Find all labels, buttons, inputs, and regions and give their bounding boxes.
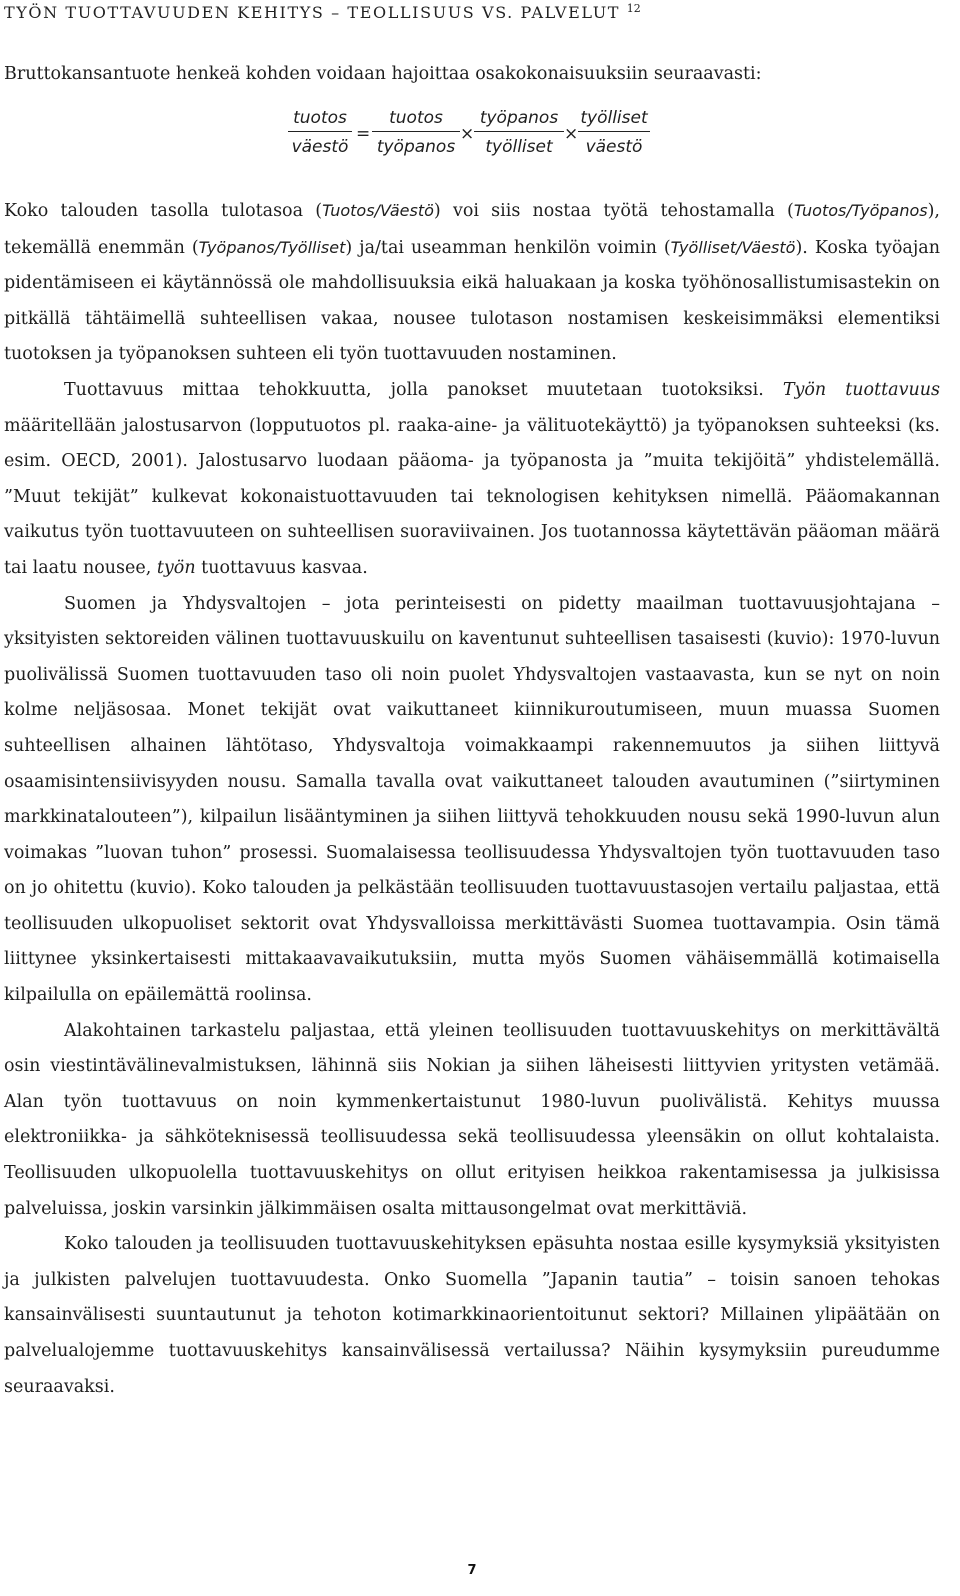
emphasis: Työn tuottavuus (782, 379, 940, 400)
paragraph-2 (4, 373, 940, 587)
footnote-ref: 12 (626, 2, 641, 15)
paragraph-1 (4, 193, 940, 373)
text-run: Koko talouden tasolla tulotasoa ( (4, 201, 323, 221)
times-sign: × (564, 124, 579, 144)
fraction-numerator: työlliset (580, 108, 648, 128)
fraction-term-2 (474, 108, 564, 157)
page-number: 7 (467, 1563, 477, 1578)
text-run: tuottavuus kasvaa. (195, 557, 368, 578)
ratio-term: Työlliset/Väestö (670, 237, 796, 257)
running-header (4, 2, 641, 22)
intro-sentence: Bruttokansantuote henkeä kohden voidaan hajoittaa osakokonaisuuksiin seuraavasti: (4, 64, 762, 84)
running-header-title: TYÖN TUOTTAVUUDEN KEHITYS – TEOLLISUUS VS. PALVELUT (4, 3, 621, 22)
text-run: ). Koska työajan pidentämiseen ei käytännössä ole mahdollisuuksia eikä haluakaan ja koska työhönosallistumisastekin on pitkällä tähtäimellä suhteellisen vakaa, nousee tulotason nostamisen keskeisimmäksi elementiksi tuotoksen ja työpanoksen suhteen eli työn tuottavuuden nostaminen. (4, 237, 940, 365)
text-run: ) ja/tai useamman henkilön voimin ( (345, 237, 671, 258)
fraction-numerator: tuotos (293, 108, 347, 128)
fraction-denominator: työlliset (485, 137, 553, 157)
paragraph-4: Alakohtainen tarkastelu paljastaa, että yleinen teollisuuden tuottavuuskehitys on merkittävältä osin viestintävälinevalmistuksen, lähinnä siis Nokian ja siihen läheisesti liittyvien yritysten vetämää. Alan työn tuottavuus on noin kymmenkertaistunut 1980-luvun puolivälistä. Kehitys muussa elektroniikka- ja sähköteknisessä teollisuudessa sekä teollisuudessa yleensäkin on ollut kohtalaista. Teollisuuden ulkopuolella tuottavuuskehitys on ollut erityisen heikkoa rakentamisessa ja julkisissa palveluissa, joskin varsinkin jälkimmäisen osalta mittausongelmat ovat merkittäviä. (4, 1020, 940, 1219)
ratio-term: Tuotos/Väestö (322, 201, 434, 220)
fraction-denominator: väestö (291, 137, 349, 157)
fraction-term-3 (578, 108, 650, 157)
paragraph-3: Suomen ja Yhdysvaltojen – jota perinteisesti on pidetty maailman tuottavuusjohtajana – yksityisten sektoreiden välinen tuottavuuskuilu on kaventunut suhteellisen tasaisesti (kuvio): 1970-luvun puolivälissä Suomen tuottavuuden taso oli noin puolet Yhdysvaltojen vastaavasta, kun se nyt on noin kolme neljäsosaa. Monet tekijät ovat vaikuttaneet kiinnikuroutumiseen, muun muassa Suomen suhteellisen alhainen lähtötaso, Yhdysvaltoja voimakkaampi rakennemuutos ja siihen liittyvä osaamisintensiivisyyden nousu. Samalla tavalla ovat vaikuttaneet talouden avautuminen (”siirtyminen markkinatalouteen”), kilpailun lisääntyminen ja siihen liittyvä tehokkuuden nousu sekä 1990-luvun alun voimakas ”luovan tuhon” prosessi. Suomalaisessa teollisuudessa Yhdysvaltojen työn tuottavuuden taso on jo ohitettu (kuvio). Koko talouden ja pelkästään teollisuuden tuottavuustasojen vertailu paljastaa, että teollisuuden ulkopuoliset sektorit ovat Yhdysvalloissa merkittävästi Suomea tuottavampia. Osin tämä liittynee yksinkertaisesti mittakaavavaikutuksiin, mutta myös Suomen vähäisemmällä kotimaisella kilpailulla on epäilemättä roolinsa. (4, 593, 940, 1006)
text-run: Tuottavuus mittaa tehokkuutta, jolla panokset muutetaan tuotoksiksi. (64, 379, 783, 400)
ratio-term: Tuotos/Työpanos (793, 201, 928, 220)
times-sign: × (460, 124, 475, 144)
fraction-denominator: väestö (585, 137, 643, 157)
fraction-term-1 (372, 108, 460, 157)
equals-sign: = (356, 124, 371, 144)
fraction-numerator: työpanos (479, 108, 559, 128)
ratio-term: Työpanos/Työlliset (198, 237, 346, 257)
body-text (4, 193, 940, 1405)
paragraph-5: Koko talouden ja teollisuuden tuottavuuskehityksen epäsuhta nostaa esille kysymyksiä yksityisten ja julkisten palvelujen tuottavuudesta. Onko Suomella ”Japanin tautia” – toisin sanoen tehokas kansainvälisesti suuntautunut ja tehoton kotimarkkinaorientoitunut sektori? Millainen ylipäätään on palvelualojemme tuottavuuskehitys kansainvälisessä vertailussa? Näihin kysymyksiin pureudumme seuraavaksi. (4, 1234, 940, 1397)
fraction-denominator: työpanos (376, 137, 456, 157)
fraction-lhs (288, 108, 352, 157)
text-run: ), tekemällä enemmän ( (4, 201, 940, 258)
text-run: määritellään jalostusarvon (lopputuotos pl. raaka-aine- ja välituotekäyttö) ja työpanoksen suhteeksi (ks. esim. OECD, 2001). Jalostusarvo luodaan pääoma- ja työpanosta ja ”muita tekijöitä” yhdistelemällä. ”Muut tekijät” kulkevat kokonaistuottavuuden tai teknologisen kehityksen nimellä. Pääomakannan vaikutus työn tuottavuuteen on suhteellisen suoraviivainen. Jos tuotannossa käytettävän pääoman määrä tai laatu nousee, (4, 415, 940, 578)
text-run: ) voi siis nostaa työtä tehostamalla ( (433, 201, 794, 221)
emphasis: työn (156, 557, 196, 578)
fraction-numerator: tuotos (389, 108, 443, 128)
